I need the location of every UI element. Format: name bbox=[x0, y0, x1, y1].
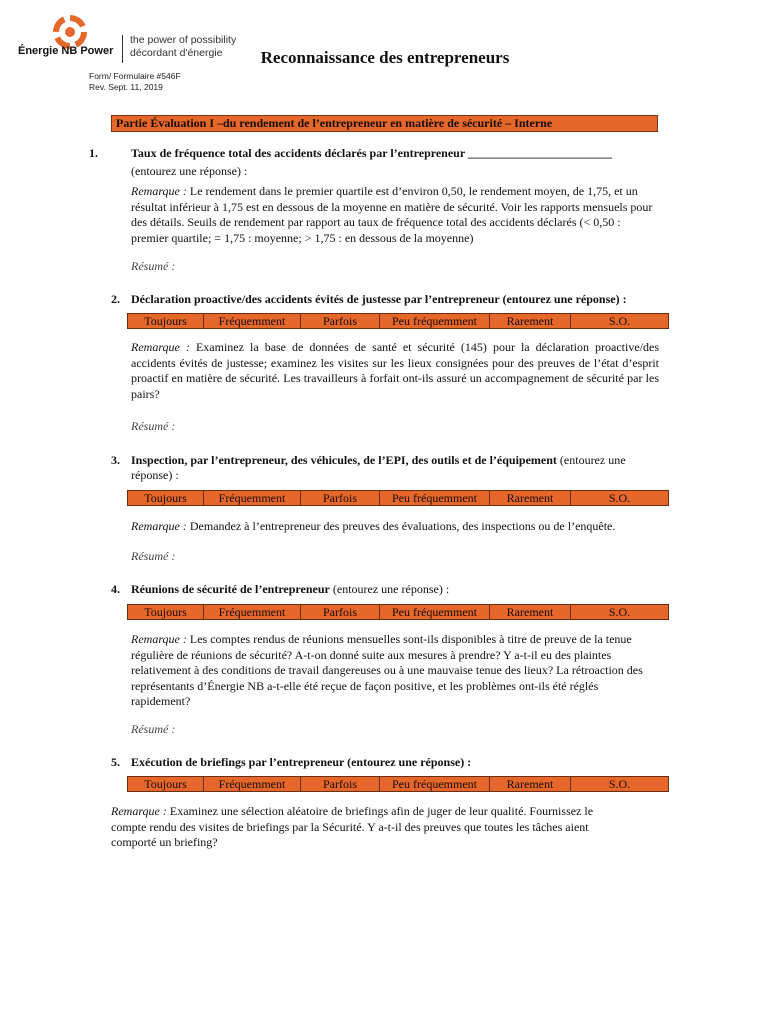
option-so[interactable]: S.O. bbox=[608, 314, 631, 328]
question-2 bbox=[131, 292, 671, 307]
question-4 bbox=[131, 582, 661, 597]
question-3 bbox=[131, 453, 659, 483]
question-3-title: Inspection, par l’entrepreneur, des véhicules, de l’EPI, des outils et de l’équipement bbox=[131, 453, 557, 467]
question-1-instruction: (entourez une réponse) : bbox=[131, 164, 248, 178]
option-peu-frequemment[interactable]: Peu fréquemment bbox=[380, 314, 490, 328]
question-number: 1. bbox=[89, 146, 98, 160]
question-3-remark-text: Demandez à l’entrepreneur des preuves des évaluations, des inspections ou de l’enquête. bbox=[189, 519, 616, 533]
option-parfois[interactable]: Parfois bbox=[301, 491, 380, 505]
remark-label: Remarque : bbox=[131, 340, 190, 354]
option-rarement[interactable]: Rarement bbox=[490, 777, 571, 791]
question-5-number bbox=[111, 755, 120, 770]
remark-label: Remarque : bbox=[131, 632, 187, 646]
option-peu-frequemment[interactable]: Peu fréquemment bbox=[380, 777, 490, 791]
question-2-summary-label: Résumé : bbox=[131, 419, 176, 433]
option-so[interactable]: S.O. bbox=[608, 777, 631, 791]
option-so[interactable]: S.O. bbox=[608, 605, 631, 619]
question-5 bbox=[131, 755, 661, 770]
question-number: 3. bbox=[111, 453, 120, 467]
option-frequemment[interactable]: Fréquemment bbox=[204, 491, 301, 505]
question-4-number bbox=[111, 582, 120, 597]
question-1 bbox=[131, 146, 661, 179]
remark-label: Remarque : bbox=[131, 519, 187, 533]
option-peu-frequemment[interactable]: Peu fréquemment bbox=[380, 605, 490, 619]
question-1-remark-text: Le rendement dans le premier quartile est d’environ 0,50, le rendement moyen, de 1,75, et un résultat inférieur à 1,75 est en dessous de la moyenne en matière de sécurité. Voir les rapports mensuels pour des détails. Seuils de rendement par rapport au taux de fréquence total des accidents déclarés (< 0,50 : premier quartile; = 1,75 : moyenne; > 1,75 : en dessous de la moyenne) bbox=[131, 184, 653, 245]
question-1-title: Taux de fréquence total des accidents déclarés par l’entrepreneur ________________________ bbox=[131, 146, 612, 160]
question-3-number bbox=[111, 453, 120, 468]
option-parfois[interactable]: Parfois bbox=[301, 777, 380, 791]
tagline-line-1: the power of possibility bbox=[130, 34, 237, 46]
option-toujours[interactable]: Toujours bbox=[128, 491, 204, 505]
question-4-title: Réunions de sécurité de l’entrepreneur bbox=[131, 582, 330, 596]
option-peu-frequemment[interactable]: Peu fréquemment bbox=[380, 491, 490, 505]
option-toujours[interactable]: Toujours bbox=[128, 777, 204, 791]
question-1-number bbox=[89, 146, 98, 161]
remark-label: Remarque : bbox=[111, 804, 167, 818]
form-number: Form/ Formulaire #546F bbox=[89, 71, 181, 81]
question-5-rating-options bbox=[127, 776, 669, 792]
question-4-remark bbox=[131, 632, 659, 710]
option-frequemment[interactable]: Fréquemment bbox=[204, 314, 301, 328]
tagline-line-2: décordant d'énergie bbox=[130, 47, 223, 59]
question-1-remark bbox=[131, 184, 659, 246]
question-2-number bbox=[111, 292, 120, 307]
page-title-text: Reconnaissance des entrepreneurs bbox=[260, 48, 510, 67]
question-2-remark bbox=[131, 340, 659, 402]
option-toujours[interactable]: Toujours bbox=[128, 605, 204, 619]
question-3-summary-label: Résumé : bbox=[131, 549, 176, 563]
question-5-title: Exécution de briefings par l’entrepreneur (entourez une réponse) : bbox=[131, 755, 472, 769]
form-revision: Rev. Sept. 11, 2019 bbox=[89, 82, 163, 92]
logo-wordmark: Énergie NB Power bbox=[18, 45, 114, 57]
question-4-rating-options bbox=[127, 604, 669, 620]
question-2-remark-text: Examinez la base de données de santé et sécurité (145) pour la déclaration proactive/des accidents évités de justesse; examinez les visites sur les lieux consignées pour des preuves de l’état d’esprit proactif en matière de sécurité. Les travailleurs à forfait ont-ils assuré un accompagnement de sécurité par les pairs? bbox=[131, 340, 659, 401]
option-frequemment[interactable]: Fréquemment bbox=[204, 605, 301, 619]
option-parfois[interactable]: Parfois bbox=[301, 605, 380, 619]
option-rarement[interactable]: Rarement bbox=[490, 605, 571, 619]
option-so[interactable]: S.O. bbox=[608, 491, 631, 505]
question-1-summary-label: Résumé : bbox=[131, 259, 176, 273]
remark-label: Remarque : bbox=[131, 184, 187, 198]
question-number: 2. bbox=[111, 292, 120, 306]
question-3-rating-options bbox=[127, 490, 669, 506]
question-3-remark bbox=[131, 519, 671, 535]
option-toujours[interactable]: Toujours bbox=[128, 314, 204, 328]
question-3-instruction: (entourez une réponse) : bbox=[131, 453, 626, 482]
question-4-summary-label: Résumé : bbox=[131, 722, 176, 736]
option-rarement[interactable]: Rarement bbox=[490, 314, 571, 328]
form-meta bbox=[89, 71, 181, 93]
question-number: 5. bbox=[111, 755, 120, 769]
question-5-remark bbox=[111, 804, 631, 851]
option-frequemment[interactable]: Fréquemment bbox=[204, 777, 301, 791]
question-2-rating-options bbox=[127, 313, 669, 329]
question-4-instruction: (entourez une réponse) : bbox=[332, 582, 450, 596]
section-title: Partie Évaluation I –du rendement de l’entrepreneur en matière de sécurité – Interne bbox=[111, 115, 658, 132]
option-rarement[interactable]: Rarement bbox=[490, 491, 571, 505]
question-number: 4. bbox=[111, 582, 120, 596]
option-parfois[interactable]: Parfois bbox=[301, 314, 380, 328]
page-title bbox=[0, 48, 770, 68]
question-2-title: Déclaration proactive/des accidents évités de justesse par l’entrepreneur (entourez une réponse) : bbox=[131, 292, 627, 306]
question-4-remark-text: Les comptes rendus de réunions mensuelles sont-ils disponibles à titre de preuve de la tenue régulière de réunions de sécurité? A-t-on donné suite aux mesures à prendre? Y a-t-il eu des plaintes relativement à des conditions de travail dangereuses ou à une mauvaise tenue des lieux? La rétroaction des représentants d’Énergie NB a-t-elle été reçue de façon positive, et les problèmes ont-ils été réglés rapidement? bbox=[131, 632, 643, 708]
question-5-remark-text: Examinez une sélection aléatoire de briefings afin de juger de leur qualité. Fournissez le compte rendu des visites de briefings par la Sécurité. Y a-t-il des preuves que toutes les tâches aient comporté un briefing? bbox=[111, 804, 594, 849]
